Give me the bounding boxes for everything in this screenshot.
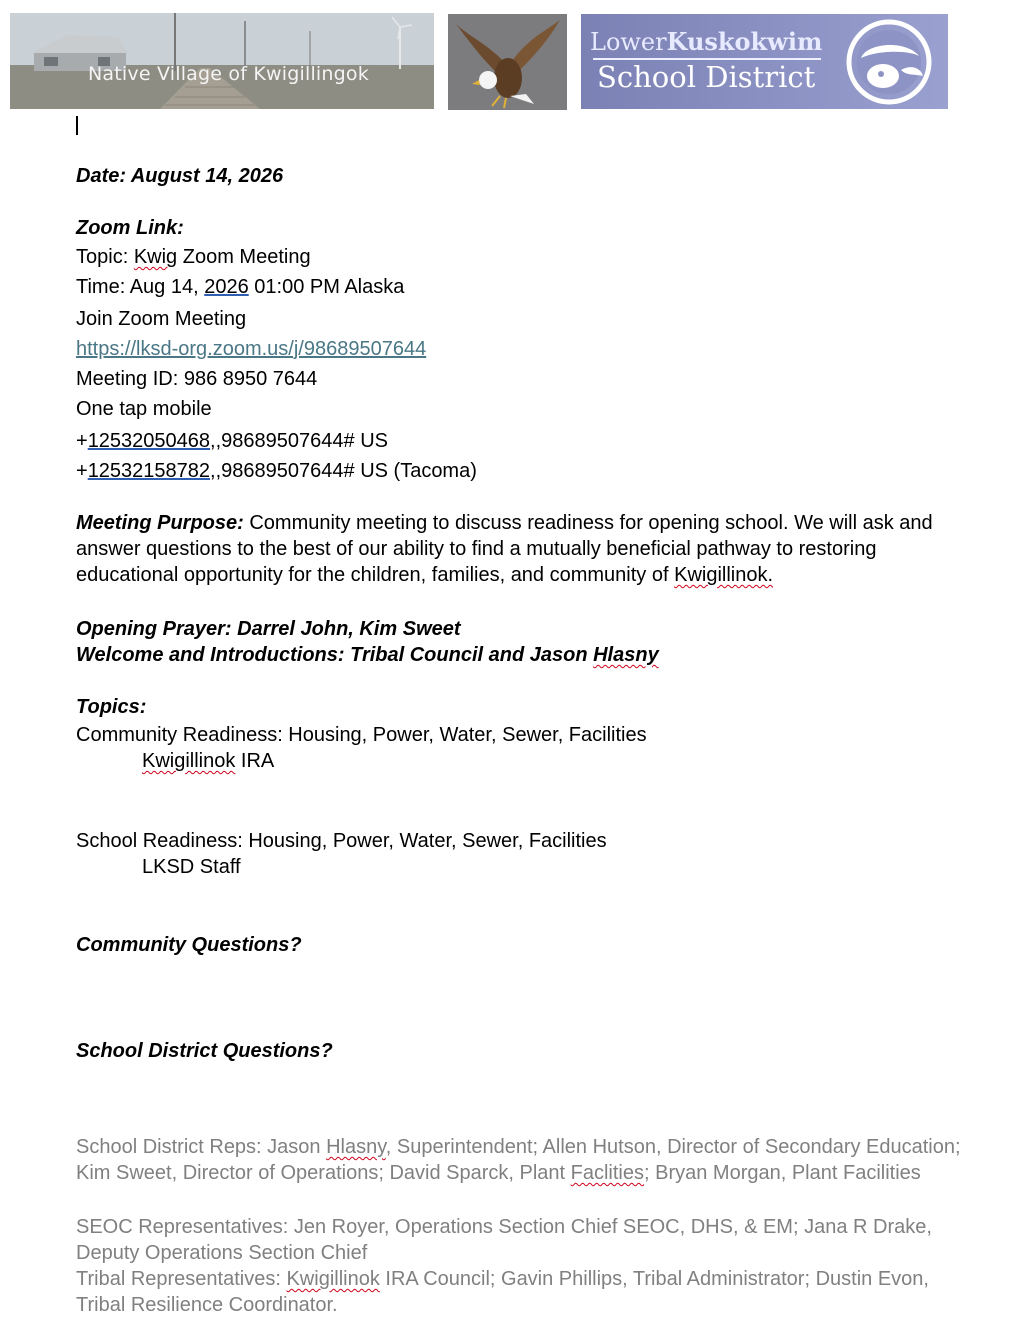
topic-school-owner: LKSD Staff xyxy=(142,856,241,878)
village-banner xyxy=(10,13,434,109)
opening-prayer: Opening Prayer: Darrel John, Kim Sweet xyxy=(76,618,461,640)
welcome-introductions: Welcome and Introductions: Tribal Council and Jason Hlasny xyxy=(76,644,659,666)
seoc-reps: SEOC Representatives: Jen Royer, Operations Section Chief SEOC, DHS, & EM; Jana R Drake, Deputy Operations Section Chief xyxy=(76,1216,932,1264)
eagle-banner xyxy=(448,14,567,110)
district-name-line1: LowerKuskokwim xyxy=(590,27,823,56)
district-banner xyxy=(581,14,948,109)
community-questions: Community Questions? xyxy=(76,934,302,956)
zoom-meeting-link[interactable]: https://lksd-org.zoom.us/j/98689507644 xyxy=(76,338,427,360)
zoom-tap-number-2[interactable]: +12532158782,,98689507644# US (Tacoma) xyxy=(76,460,477,482)
district-questions: School District Questions? xyxy=(76,1040,333,1062)
eagle-icon xyxy=(448,14,567,110)
meeting-purpose: Meeting Purpose: Community meeting to discuss readiness for opening school. We will ask and answer questions to the best of our ability to find a mutually beneficial pathway to restoring educational opportunity for the children, families, and community of Kwigillinok. xyxy=(76,512,933,586)
zoom-one-tap: One tap mobile xyxy=(76,398,212,420)
zoom-time: Time: Aug 14, 2026 01:00 PM Alaska xyxy=(76,276,405,298)
district-reps: School District Reps: Jason Hlasny, Superintendent; Allen Hutson, Director of Secondary Education; Kim Sweet, Director of Operations; David Sparck, Plant Faclities; Bryan Morgan, Plant Facilities xyxy=(76,1136,961,1184)
village-caption: Native Village of Kwigillingok xyxy=(88,63,369,85)
text-cursor xyxy=(76,116,78,135)
district-logo-icon xyxy=(837,18,941,106)
district-name-line2: School District xyxy=(597,60,816,94)
village-photo xyxy=(10,13,434,109)
zoom-meeting-id: Meeting ID: 986 8950 7644 xyxy=(76,368,318,390)
topic-community-readiness: Community Readiness: Housing, Power, Water, Sewer, Facilities xyxy=(76,724,647,746)
zoom-heading: Zoom Link: xyxy=(76,217,184,239)
zoom-join: Join Zoom Meeting xyxy=(76,308,247,330)
topics-heading: Topics: xyxy=(76,696,147,718)
zoom-topic: Topic: Kwig Zoom Meeting xyxy=(76,246,311,268)
topic-school-readiness: School Readiness: Housing, Power, Water, Sewer, Facilities xyxy=(76,830,607,852)
topic-community-owner: Kwigillinok IRA xyxy=(142,750,275,772)
tribal-reps: Tribal Representatives: Kwigillinok IRA Council; Gavin Phillips, Tribal Administrator; Dustin Evon, Tribal Resilience Coordinator. xyxy=(76,1268,929,1316)
date-line: Date: August 14, 2026 xyxy=(76,165,284,187)
zoom-tap-number-1[interactable]: +12532050468,,98689507644# US xyxy=(76,430,388,452)
